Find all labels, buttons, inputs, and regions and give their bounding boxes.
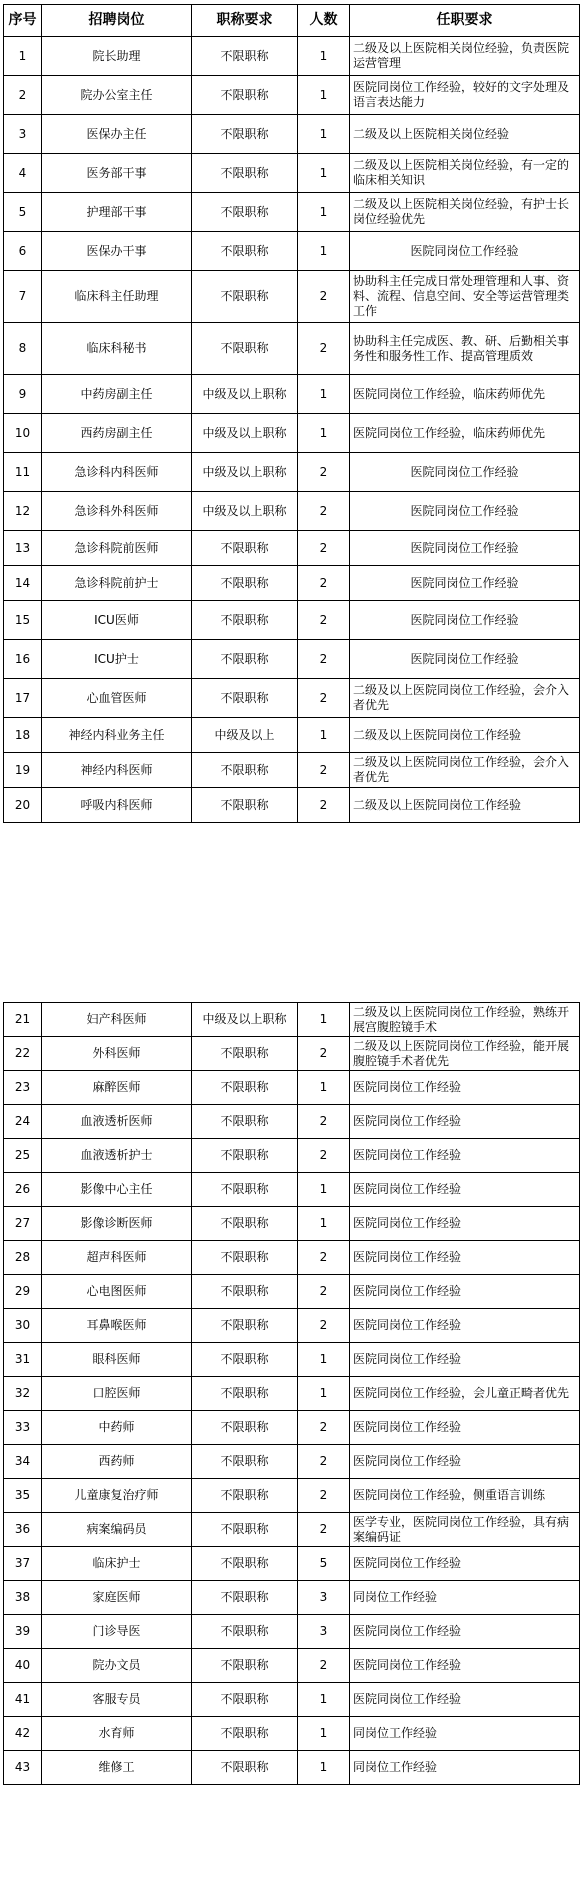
row-job-requirement: 医院同岗位工作经验 <box>350 566 580 601</box>
row-position: 急诊科外科医师 <box>42 492 192 531</box>
row-title-requirement: 不限职称 <box>192 679 298 718</box>
row-title-requirement: 中级及以上职称 <box>192 453 298 492</box>
row-count: 1 <box>298 1683 350 1717</box>
table-row <box>4 1751 580 1785</box>
table-body-part-2 <box>4 1003 580 1785</box>
row-count: 2 <box>298 1139 350 1173</box>
row-job-requirement: 医院同岗位工作经验 <box>350 1207 580 1241</box>
row-count: 2 <box>298 531 350 566</box>
row-no: 20 <box>4 788 42 823</box>
row-count: 1 <box>298 1003 350 1037</box>
row-count: 1 <box>298 115 350 154</box>
row-count: 3 <box>298 1615 350 1649</box>
row-position: 急诊科内科医师 <box>42 453 192 492</box>
table-row <box>4 1513 580 1547</box>
row-position: 西药房副主任 <box>42 414 192 453</box>
row-title-requirement: 不限职称 <box>192 1445 298 1479</box>
row-no: 4 <box>4 154 42 193</box>
row-count: 1 <box>298 1377 350 1411</box>
row-title-requirement: 中级及以上职称 <box>192 1003 298 1037</box>
row-job-requirement: 医院同岗位工作经验 <box>350 1105 580 1139</box>
row-title-requirement: 不限职称 <box>192 1581 298 1615</box>
row-no: 11 <box>4 453 42 492</box>
row-no: 30 <box>4 1309 42 1343</box>
row-no: 9 <box>4 375 42 414</box>
row-count: 2 <box>298 1513 350 1547</box>
row-position: 眼科医师 <box>42 1343 192 1377</box>
row-no: 16 <box>4 640 42 679</box>
row-title-requirement: 不限职称 <box>192 37 298 76</box>
row-title-requirement: 不限职称 <box>192 1717 298 1751</box>
table-row <box>4 37 580 76</box>
row-title-requirement: 不限职称 <box>192 193 298 232</box>
row-count: 1 <box>298 718 350 753</box>
row-count: 2 <box>298 601 350 640</box>
row-job-requirement: 二级及以上医院同岗位工作经验，会介入者优先 <box>350 679 580 718</box>
row-count: 5 <box>298 1547 350 1581</box>
row-job-requirement: 医院同岗位工作经验 <box>350 492 580 531</box>
row-title-requirement: 不限职称 <box>192 1683 298 1717</box>
row-job-requirement: 二级及以上医院相关岗位经验，负责医院运营管理 <box>350 37 580 76</box>
row-title-requirement: 不限职称 <box>192 271 298 323</box>
row-title-requirement: 不限职称 <box>192 1309 298 1343</box>
table-row <box>4 193 580 232</box>
table-row <box>4 375 580 414</box>
table-row <box>4 1581 580 1615</box>
table-row <box>4 531 580 566</box>
row-job-requirement: 二级及以上医院相关岗位经验，有护士长岗位经验优先 <box>350 193 580 232</box>
row-title-requirement: 不限职称 <box>192 601 298 640</box>
row-position: 医保办干事 <box>42 232 192 271</box>
row-position: 中药师 <box>42 1411 192 1445</box>
row-job-requirement: 二级及以上医院相关岗位经验，有一定的临床相关知识 <box>350 154 580 193</box>
row-no: 19 <box>4 753 42 788</box>
row-job-requirement: 二级及以上医院同岗位工作经验，能开展腹腔镜手术者优先 <box>350 1037 580 1071</box>
row-title-requirement: 不限职称 <box>192 115 298 154</box>
table-row <box>4 1207 580 1241</box>
row-position: 医保办主任 <box>42 115 192 154</box>
row-no: 17 <box>4 679 42 718</box>
row-position: 临床护士 <box>42 1547 192 1581</box>
row-no: 7 <box>4 271 42 323</box>
row-position: 口腔医师 <box>42 1377 192 1411</box>
row-no: 36 <box>4 1513 42 1547</box>
row-title-requirement: 不限职称 <box>192 1207 298 1241</box>
row-job-requirement: 医院同岗位工作经验 <box>350 1683 580 1717</box>
table-row <box>4 76 580 115</box>
row-count: 2 <box>298 1411 350 1445</box>
table-row <box>4 1411 580 1445</box>
row-count: 1 <box>298 414 350 453</box>
row-job-requirement: 医院同岗位工作经验，侧重语言训练 <box>350 1479 580 1513</box>
row-count: 2 <box>298 1275 350 1309</box>
row-position: 神经内科业务主任 <box>42 718 192 753</box>
row-position: 麻醉医师 <box>42 1071 192 1105</box>
row-count: 3 <box>298 1581 350 1615</box>
row-position: 儿童康复治疗师 <box>42 1479 192 1513</box>
row-no: 27 <box>4 1207 42 1241</box>
row-title-requirement: 不限职称 <box>192 531 298 566</box>
row-job-requirement: 同岗位工作经验 <box>350 1751 580 1785</box>
table-row <box>4 492 580 531</box>
table-row <box>4 1241 580 1275</box>
row-position: 神经内科医师 <box>42 753 192 788</box>
row-position: 护理部干事 <box>42 193 192 232</box>
row-title-requirement: 中级及以上职称 <box>192 492 298 531</box>
table-row <box>4 1717 580 1751</box>
table-row <box>4 1683 580 1717</box>
table-row <box>4 154 580 193</box>
row-job-requirement: 医院同岗位工作经验 <box>350 640 580 679</box>
header-position: 招聘岗位 <box>42 5 192 37</box>
row-position: 客服专员 <box>42 1683 192 1717</box>
row-no: 8 <box>4 323 42 375</box>
row-count: 2 <box>298 753 350 788</box>
row-no: 10 <box>4 414 42 453</box>
row-title-requirement: 不限职称 <box>192 1513 298 1547</box>
table-row <box>4 640 580 679</box>
row-no: 29 <box>4 1275 42 1309</box>
row-title-requirement: 不限职称 <box>192 1037 298 1071</box>
row-title-requirement: 不限职称 <box>192 1377 298 1411</box>
row-job-requirement: 医院同岗位工作经验，会儿童正畸者优先 <box>350 1377 580 1411</box>
row-title-requirement: 不限职称 <box>192 232 298 271</box>
row-title-requirement: 不限职称 <box>192 566 298 601</box>
row-no: 42 <box>4 1717 42 1751</box>
row-no: 38 <box>4 1581 42 1615</box>
table-row <box>4 1105 580 1139</box>
table-body-part-1 <box>4 37 580 823</box>
row-no: 32 <box>4 1377 42 1411</box>
row-position: 影像诊断医师 <box>42 1207 192 1241</box>
row-position: 临床科秘书 <box>42 323 192 375</box>
row-position: 超声科医师 <box>42 1241 192 1275</box>
row-title-requirement: 不限职称 <box>192 1173 298 1207</box>
row-position: 呼吸内科医师 <box>42 788 192 823</box>
row-count: 1 <box>298 1071 350 1105</box>
row-job-requirement: 医院同岗位工作经验 <box>350 1445 580 1479</box>
row-position: 门诊导医 <box>42 1615 192 1649</box>
row-no: 43 <box>4 1751 42 1785</box>
table-row <box>4 453 580 492</box>
row-count: 2 <box>298 788 350 823</box>
row-title-requirement: 不限职称 <box>192 1649 298 1683</box>
row-job-requirement: 医院同岗位工作经验 <box>350 1139 580 1173</box>
row-position: 血液透析医师 <box>42 1105 192 1139</box>
table-row <box>4 1275 580 1309</box>
table-row <box>4 718 580 753</box>
table-row <box>4 414 580 453</box>
row-job-requirement: 医院同岗位工作经验 <box>350 453 580 492</box>
row-job-requirement: 医院同岗位工作经验，临床药师优先 <box>350 375 580 414</box>
row-job-requirement: 二级及以上医院同岗位工作经验，会介入者优先 <box>350 753 580 788</box>
header-no: 序号 <box>4 5 42 37</box>
header-title-requirement: 职称要求 <box>192 5 298 37</box>
table-row <box>4 1615 580 1649</box>
row-job-requirement: 医院同岗位工作经验 <box>350 531 580 566</box>
row-job-requirement: 医院同岗位工作经验 <box>350 1173 580 1207</box>
row-count: 2 <box>298 566 350 601</box>
row-no: 18 <box>4 718 42 753</box>
row-title-requirement: 不限职称 <box>192 1275 298 1309</box>
row-title-requirement: 不限职称 <box>192 154 298 193</box>
row-count: 2 <box>298 453 350 492</box>
row-job-requirement: 医院同岗位工作经验 <box>350 1241 580 1275</box>
row-count: 1 <box>298 37 350 76</box>
row-position: 院办公室主任 <box>42 76 192 115</box>
row-position: 医务部干事 <box>42 154 192 193</box>
table-row <box>4 1479 580 1513</box>
row-position: ICU医师 <box>42 601 192 640</box>
row-job-requirement: 同岗位工作经验 <box>350 1581 580 1615</box>
table-row <box>4 115 580 154</box>
row-count: 1 <box>298 1173 350 1207</box>
table-row <box>4 1003 580 1037</box>
row-job-requirement: 医院同岗位工作经验 <box>350 1649 580 1683</box>
row-count: 2 <box>298 323 350 375</box>
row-position: 耳鼻喉医师 <box>42 1309 192 1343</box>
row-position: 急诊科院前医师 <box>42 531 192 566</box>
row-count: 1 <box>298 232 350 271</box>
row-no: 31 <box>4 1343 42 1377</box>
table-row <box>4 1173 580 1207</box>
row-position: 维修工 <box>42 1751 192 1785</box>
row-position: 妇产科医师 <box>42 1003 192 1037</box>
row-position: 临床科主任助理 <box>42 271 192 323</box>
table-row <box>4 1071 580 1105</box>
row-position: 中药房副主任 <box>42 375 192 414</box>
table-row <box>4 323 580 375</box>
row-job-requirement: 同岗位工作经验 <box>350 1717 580 1751</box>
row-position: 外科医师 <box>42 1037 192 1071</box>
recruitment-table-part-1 <box>3 4 580 823</box>
row-no: 14 <box>4 566 42 601</box>
row-title-requirement: 中级及以上 <box>192 718 298 753</box>
row-job-requirement: 协助科主任完成医、教、研、后勤相关事务性和服务性工作、提高管理质效 <box>350 323 580 375</box>
row-count: 1 <box>298 193 350 232</box>
row-count: 1 <box>298 1207 350 1241</box>
row-job-requirement: 医院同岗位工作经验 <box>350 232 580 271</box>
row-count: 2 <box>298 271 350 323</box>
row-count: 2 <box>298 492 350 531</box>
row-job-requirement: 二级及以上医院同岗位工作经验 <box>350 718 580 753</box>
row-job-requirement: 医院同岗位工作经验 <box>350 1615 580 1649</box>
row-job-requirement: 医院同岗位工作经验，临床药师优先 <box>350 414 580 453</box>
row-count: 2 <box>298 640 350 679</box>
row-count: 1 <box>298 1343 350 1377</box>
row-no: 21 <box>4 1003 42 1037</box>
row-no: 35 <box>4 1479 42 1513</box>
row-position: ICU护士 <box>42 640 192 679</box>
row-count: 1 <box>298 76 350 115</box>
row-title-requirement: 中级及以上职称 <box>192 375 298 414</box>
table-row <box>4 1547 580 1581</box>
row-title-requirement: 中级及以上职称 <box>192 414 298 453</box>
row-no: 39 <box>4 1615 42 1649</box>
table-row <box>4 271 580 323</box>
row-count: 2 <box>298 1241 350 1275</box>
row-title-requirement: 不限职称 <box>192 1751 298 1785</box>
row-no: 34 <box>4 1445 42 1479</box>
row-no: 28 <box>4 1241 42 1275</box>
row-title-requirement: 不限职称 <box>192 1479 298 1513</box>
row-count: 1 <box>298 1751 350 1785</box>
row-count: 1 <box>298 1717 350 1751</box>
row-position: 院办文员 <box>42 1649 192 1683</box>
row-no: 37 <box>4 1547 42 1581</box>
row-title-requirement: 不限职称 <box>192 323 298 375</box>
table-row <box>4 1139 580 1173</box>
table-row <box>4 232 580 271</box>
row-position: 急诊科院前护士 <box>42 566 192 601</box>
row-count: 1 <box>298 375 350 414</box>
row-job-requirement: 医院同岗位工作经验 <box>350 1275 580 1309</box>
recruitment-table-part-2 <box>3 1002 580 1785</box>
row-position: 水育师 <box>42 1717 192 1751</box>
table-row <box>4 1309 580 1343</box>
row-count: 2 <box>298 1479 350 1513</box>
row-no: 25 <box>4 1139 42 1173</box>
row-no: 40 <box>4 1649 42 1683</box>
row-count: 2 <box>298 1309 350 1343</box>
row-title-requirement: 不限职称 <box>192 1547 298 1581</box>
row-position: 家庭医师 <box>42 1581 192 1615</box>
header-job-requirement: 任职要求 <box>350 5 580 37</box>
row-no: 24 <box>4 1105 42 1139</box>
row-position: 血液透析护士 <box>42 1139 192 1173</box>
row-title-requirement: 不限职称 <box>192 1241 298 1275</box>
row-no: 12 <box>4 492 42 531</box>
row-position: 心血管医师 <box>42 679 192 718</box>
row-position: 心电图医师 <box>42 1275 192 1309</box>
table-row <box>4 1377 580 1411</box>
row-job-requirement: 二级及以上医院同岗位工作经验 <box>350 788 580 823</box>
row-no: 22 <box>4 1037 42 1071</box>
row-position: 病案编码员 <box>42 1513 192 1547</box>
row-title-requirement: 不限职称 <box>192 1411 298 1445</box>
row-count: 2 <box>298 1649 350 1683</box>
row-job-requirement: 医院同岗位工作经验 <box>350 1547 580 1581</box>
table-row <box>4 1343 580 1377</box>
row-no: 3 <box>4 115 42 154</box>
row-job-requirement: 医学专业，医院同岗位工作经验，具有病案编码证 <box>350 1513 580 1547</box>
table-row <box>4 1649 580 1683</box>
table-row <box>4 566 580 601</box>
row-title-requirement: 不限职称 <box>192 753 298 788</box>
table-row <box>4 788 580 823</box>
row-job-requirement: 二级及以上医院同岗位工作经验，熟练开展宫腹腔镜手术 <box>350 1003 580 1037</box>
row-no: 5 <box>4 193 42 232</box>
row-job-requirement: 医院同岗位工作经验 <box>350 1071 580 1105</box>
row-job-requirement: 医院同岗位工作经验 <box>350 1343 580 1377</box>
row-no: 15 <box>4 601 42 640</box>
row-title-requirement: 不限职称 <box>192 1105 298 1139</box>
table-row <box>4 1037 580 1071</box>
row-title-requirement: 不限职称 <box>192 1139 298 1173</box>
row-count: 2 <box>298 1105 350 1139</box>
row-job-requirement: 医院同岗位工作经验 <box>350 1411 580 1445</box>
row-position: 影像中心主任 <box>42 1173 192 1207</box>
row-title-requirement: 不限职称 <box>192 76 298 115</box>
row-job-requirement: 二级及以上医院相关岗位经验 <box>350 115 580 154</box>
row-position: 院长助理 <box>42 37 192 76</box>
table-header-row <box>4 5 580 37</box>
row-job-requirement: 医院同岗位工作经验 <box>350 1309 580 1343</box>
row-count: 2 <box>298 1445 350 1479</box>
row-title-requirement: 不限职称 <box>192 788 298 823</box>
row-no: 6 <box>4 232 42 271</box>
row-count: 2 <box>298 679 350 718</box>
row-no: 13 <box>4 531 42 566</box>
row-title-requirement: 不限职称 <box>192 1615 298 1649</box>
table-row <box>4 753 580 788</box>
row-job-requirement: 协助科主任完成日常处理管理和人事、资料、流程、信息空间、安全等运营管理类工作 <box>350 271 580 323</box>
row-no: 1 <box>4 37 42 76</box>
row-title-requirement: 不限职称 <box>192 1343 298 1377</box>
row-no: 33 <box>4 1411 42 1445</box>
row-no: 2 <box>4 76 42 115</box>
table-row <box>4 601 580 640</box>
row-job-requirement: 医院同岗位工作经验，较好的文字处理及语言表达能力 <box>350 76 580 115</box>
row-no: 23 <box>4 1071 42 1105</box>
table-row <box>4 679 580 718</box>
row-no: 26 <box>4 1173 42 1207</box>
row-no: 41 <box>4 1683 42 1717</box>
row-count: 2 <box>298 1037 350 1071</box>
table-row <box>4 1445 580 1479</box>
row-position: 西药师 <box>42 1445 192 1479</box>
row-job-requirement: 医院同岗位工作经验 <box>350 601 580 640</box>
row-title-requirement: 不限职称 <box>192 640 298 679</box>
header-count: 人数 <box>298 5 350 37</box>
row-title-requirement: 不限职称 <box>192 1071 298 1105</box>
row-count: 1 <box>298 154 350 193</box>
